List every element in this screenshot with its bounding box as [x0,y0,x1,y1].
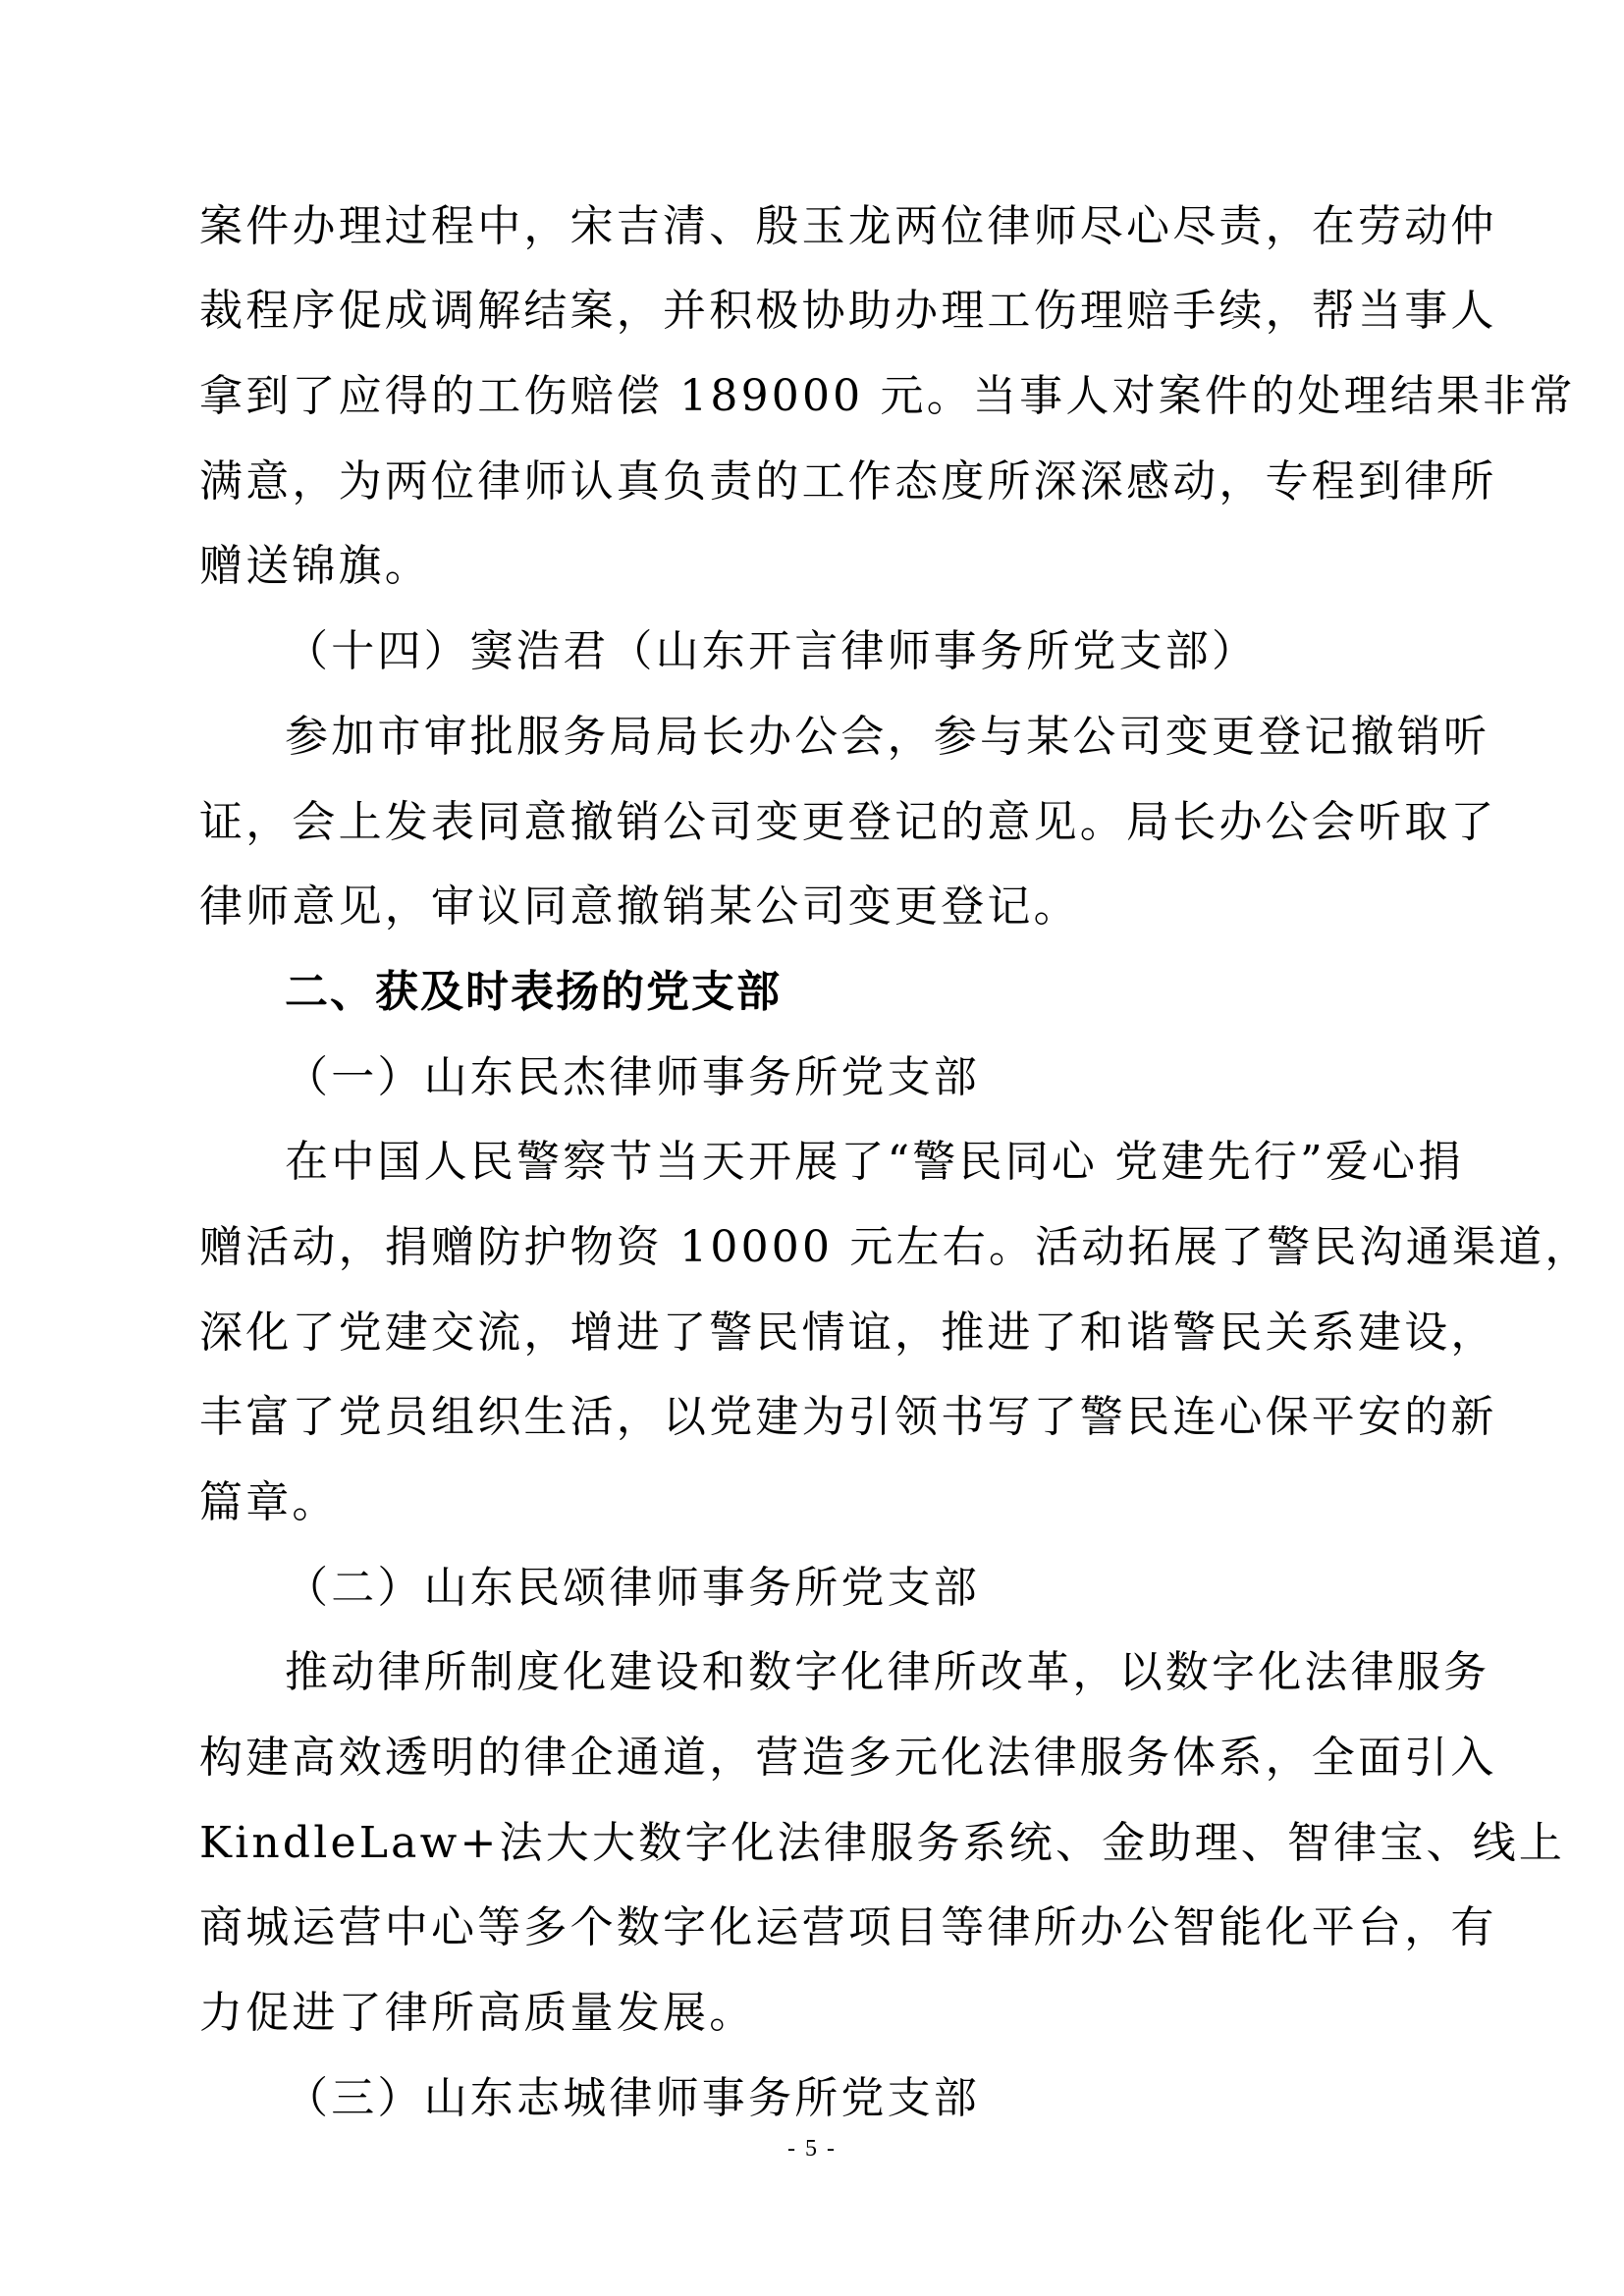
paragraph-line: 赠活动，捐赠防护物资 10000 元左右。活动拓展了警民沟通渠道， [199,1222,1592,1272]
section-heading: （十四）窦浩君（山东开言律师事务所党支部） [285,626,1259,676]
paragraph-line: 深化了党建交流，增进了警民情谊，推进了和谐警民关系建设， [199,1308,1497,1358]
paragraph-line: 丰富了党员组织生活，以党建为引领书写了警民连心保平安的新 [199,1392,1497,1442]
page-number: - 5 - [787,2136,837,2162]
paragraph-line: 推动律所制度化建设和数字化律所改革，以数字化法律服务 [285,1647,1490,1697]
paragraph-line: 在中国人民警察节当天开展了“警民同心 党建先行”爱心捐 [285,1137,1465,1187]
paragraph-line: 案件办理过程中，宋吉清、殷玉龙两位律师尽心尽责，在劳动仲 [199,201,1497,251]
paragraph-line: KindleLaw+法大大数字化法律服务系统、金助理、智律宝、线上 [199,1818,1566,1868]
paragraph-line: 满意，为两位律师认真负责的工作态度所深深感动，专程到律所 [199,456,1497,507]
paragraph-line: 力促进了律所高质量发展。 [199,1988,756,2038]
paragraph-line: 篇章。 [199,1477,339,1527]
section-heading: （三）山东志城律师事务所党支部 [285,2073,980,2123]
paragraph-line: 构建高效透明的律企通道，营造多元化法律服务体系，全面引入 [199,1733,1497,1783]
section-heading: （一）山东民杰律师事务所党支部 [285,1052,980,1102]
paragraph-line: 拿到了应得的工伤赔偿 189000 元。当事人对案件的处理结果非常 [199,371,1576,421]
paragraph-line: 裁程序促成调解结案，并积极协助办理工伤理赔手续，帮当事人 [199,286,1497,336]
chapter-heading: 二、获及时表扬的党支部 [285,967,782,1017]
paragraph-line: 律师意见，审议同意撤销某公司变更登记。 [199,881,1080,932]
paragraph-line: 赠送锦旗。 [199,541,431,591]
section-heading: （二）山东民颂律师事务所党支部 [285,1563,980,1613]
paragraph-line: 证，会上发表同意撤销公司变更登记的意见。局长办公会听取了 [199,797,1497,847]
paragraph-line: 参加市审批服务局局长办公会，参与某公司变更登记撤销听 [285,712,1490,762]
paragraph-line: 商城运营中心等多个数字化运营项目等律所办公智能化平台，有 [199,1902,1497,1952]
